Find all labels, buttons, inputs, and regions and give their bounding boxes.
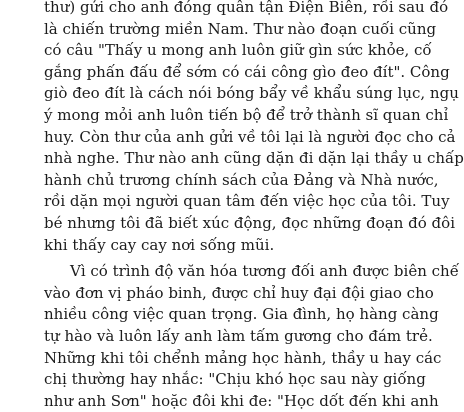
text-line: có câu "Thấy u mong anh luôn giữ gìn sức khỏe, cố — [44, 41, 432, 60]
text-line: hành chủ trương chính sách của Đảng và Nhà nước, — [44, 170, 439, 189]
text-line: thư) gửi cho anh đóng quân tận Điện Biên, rồi sau đó — [44, 0, 449, 16]
text-line: nhà nghe. Thư nào anh cũng dặn đi dặn lại thầy u chấp — [44, 149, 464, 168]
text-line: gắng phấn đấu để sớm có cái công gìo đeo đít". Công — [44, 62, 450, 81]
text-line: như anh Sơn" hoặc đôi khi đe: "Học dốt đến khi anh — [44, 391, 439, 410]
text-line: giò đeo đít là cách nói bóng bẩy về khẩu súng lục, ngụ — [44, 84, 459, 103]
text-line: nhiều công việc quan trọng. Gia đình, họ hàng càng — [44, 305, 439, 324]
text-line: là chiến trường miền Nam. Thư nào đoạn cuối cũng — [44, 19, 437, 38]
text-line: Vì có trình độ văn hóa tương đối anh được biên chế — [70, 262, 459, 281]
text-line: tự hào và luôn lấy anh làm tấm gương cho đám trẻ. — [44, 327, 433, 345]
text-line: rồi dặn mọi người quan tâm đến việc học của tôi. Tuy — [44, 192, 450, 211]
text-line: bé nhưng tôi đã biết xúc động, đọc những đoạn đó đôi — [44, 214, 455, 232]
text-line: Những khi tôi chểnh mảng học hành, thầy u hay các — [44, 348, 442, 367]
text-line: ý mong mỏi anh luôn tiến bộ để trở thành sĩ quan chỉ — [44, 106, 449, 124]
text-line: vào đơn vị pháo binh, được chỉ huy đại đội giao cho — [44, 283, 434, 302]
text-line: khi thấy cay cay nơi sống mũi. — [44, 235, 275, 254]
text-line: huy. Còn thư của anh gửi về tôi lại là người đọc cho cả — [44, 127, 456, 146]
text-line: chị thường hay nhắc: "Chịu khó học sau này giống — [44, 370, 426, 389]
